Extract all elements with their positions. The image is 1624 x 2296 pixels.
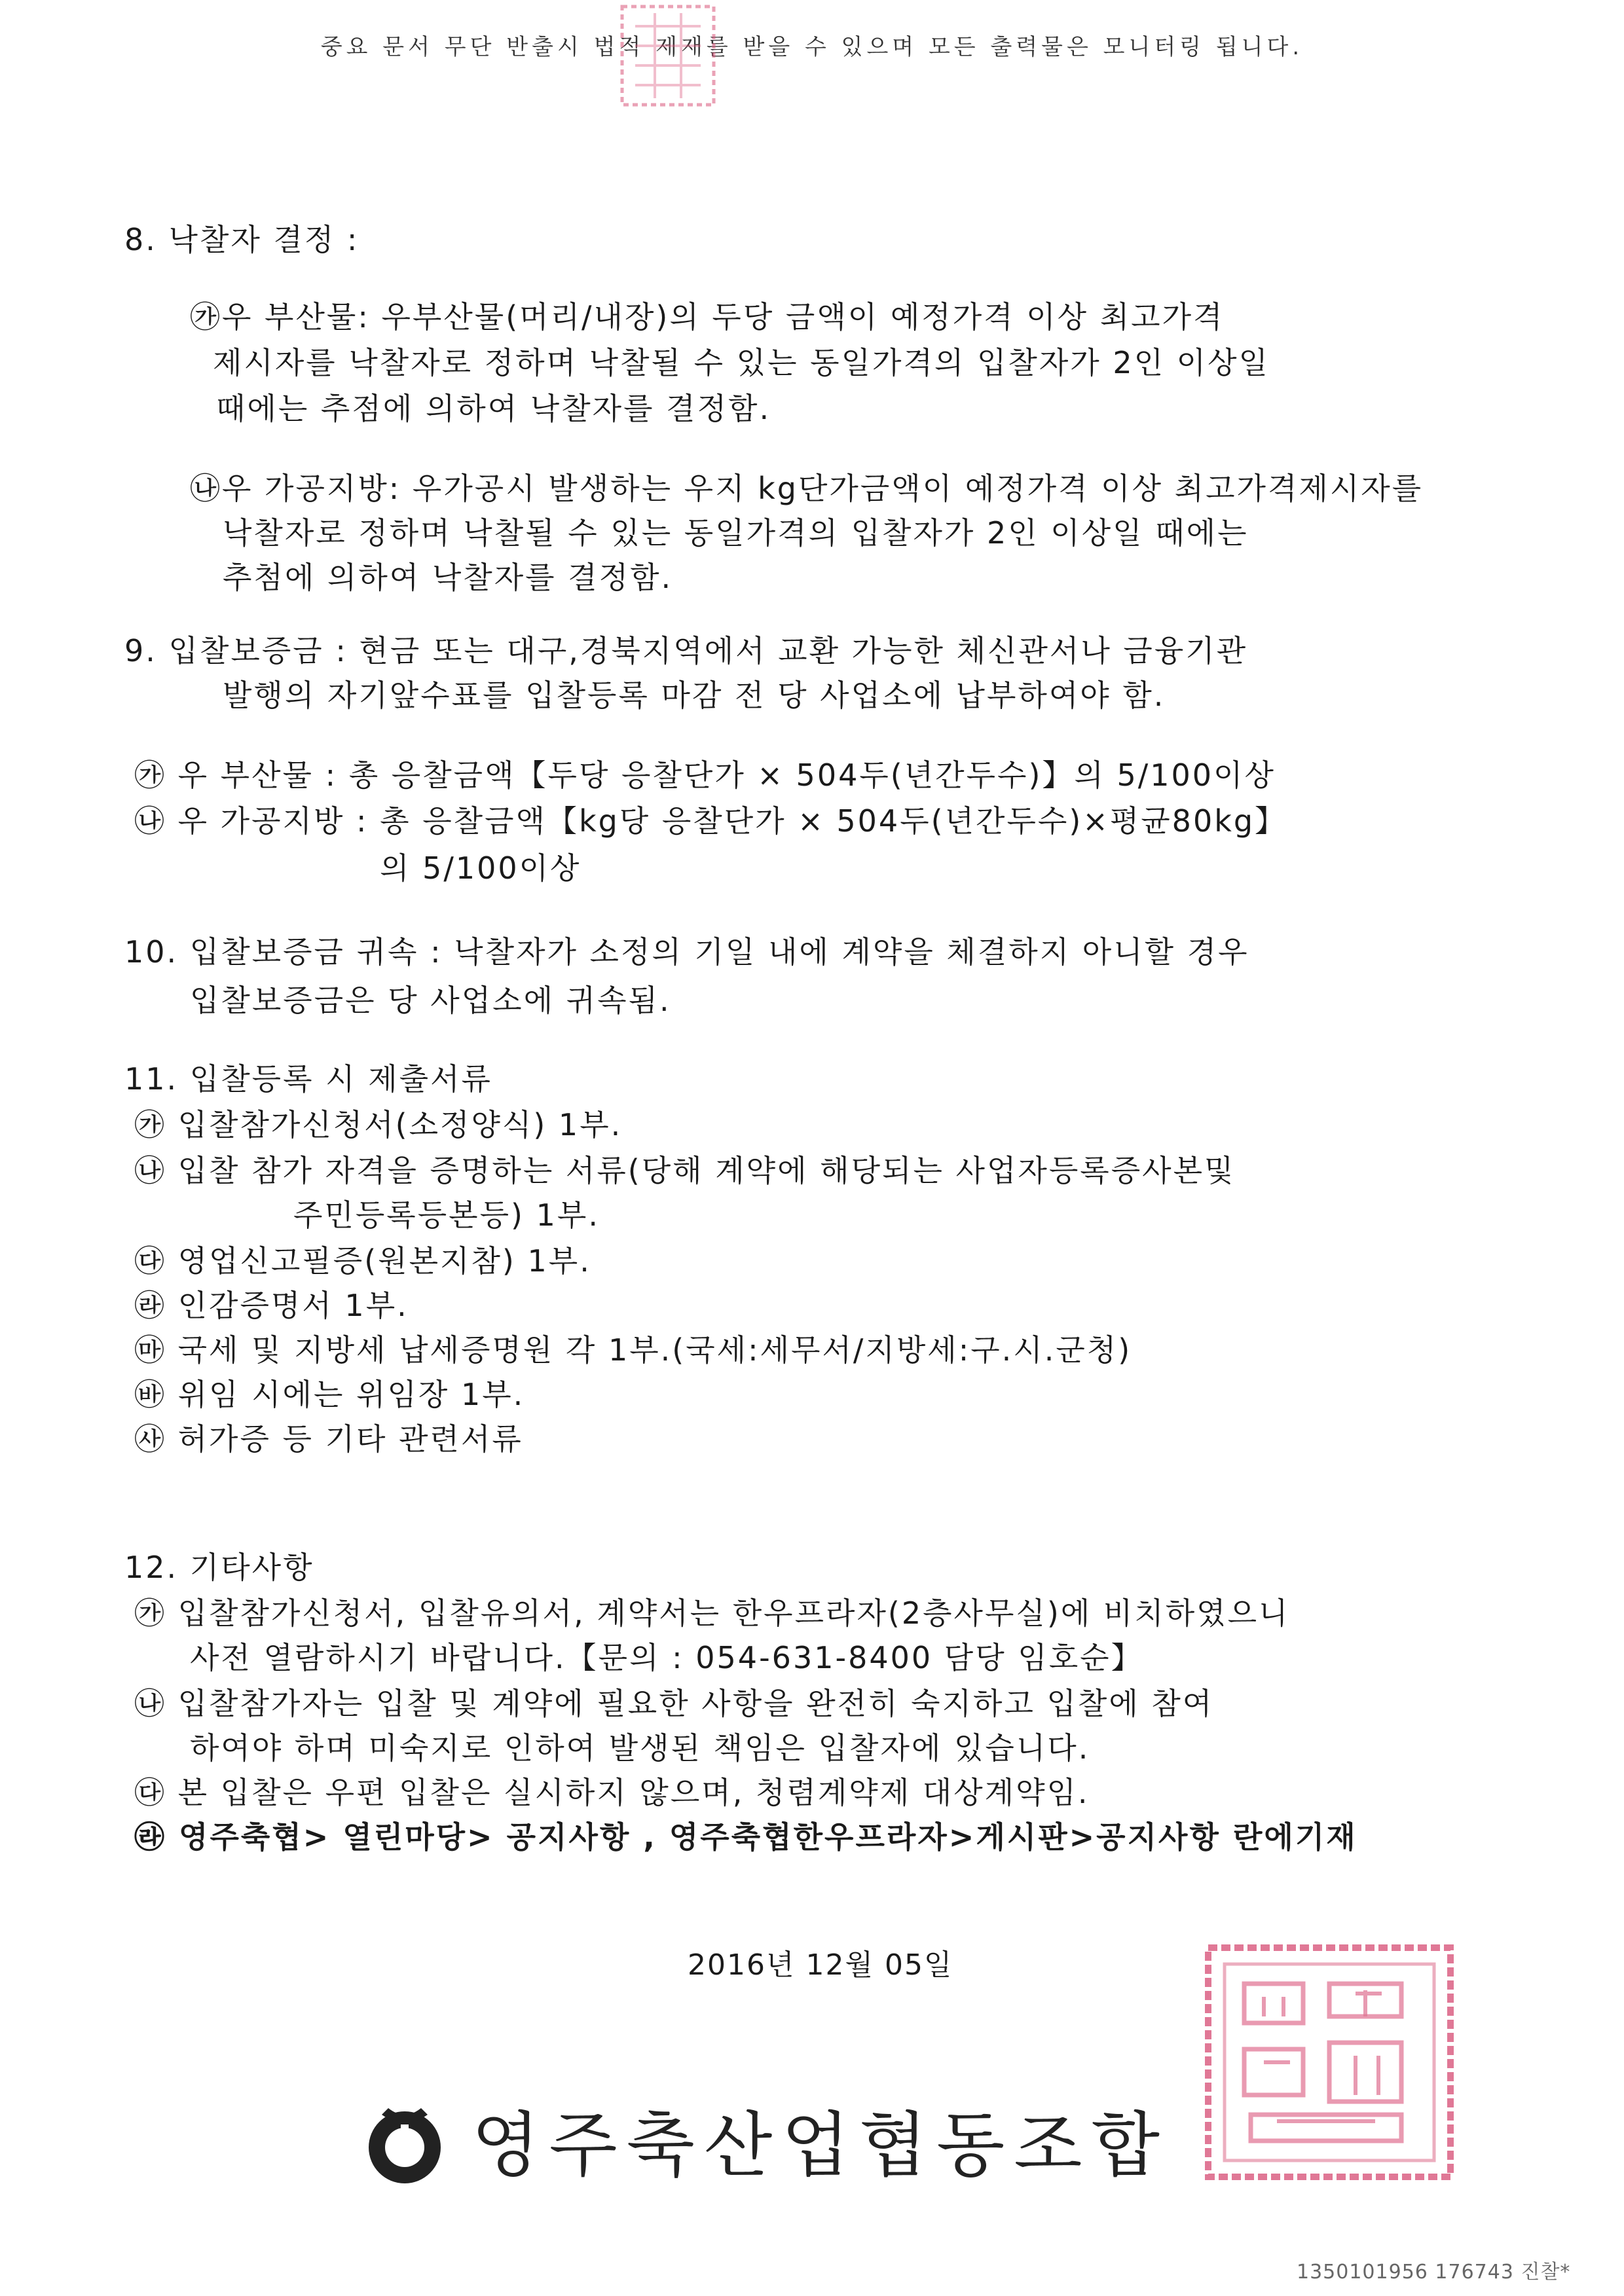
section-8b-line-2: 낙찰자로 정하며 낙찰될 수 있는 동일가격의 입찰자가 2인 이상일 때에는 <box>223 515 1249 551</box>
section-11-title: 11. 입찰등록 시 제출서류 <box>124 1061 492 1097</box>
section-11-item-7: ㉴ 허가증 등 기타 관련서류 <box>134 1421 523 1457</box>
section-11-item-1: ㉮ 입찰참가신청서(소정양식) 1부. <box>134 1107 623 1142</box>
section-8a-line-1: ㉮우 부산물: 우부산물(머리/내장)의 두당 금액이 예정가격 이상 최고가격 <box>190 299 1225 335</box>
section-9b: ㉯ 우 가공지방 : 총 응찰금액【kg당 응찰단가 × 504두(년간두수)×평균80kg】 <box>134 803 1287 839</box>
section-12-line-5: ㉰ 본 입찰은 우편 입찰은 실시하지 않으며, 청렴계약제 대상계약임. <box>134 1775 1090 1810</box>
section-9-line-1: 9. 입찰보증금 : 현금 또는 대구,경북지역에서 교환 가능한 체신관서나 금융기관 <box>124 633 1248 668</box>
section-11-item-3: ㉰ 영업신고필증(원본지참) 1부. <box>134 1243 591 1279</box>
section-9-line-2: 발행의 자기앞수표를 입찰등록 마감 전 당 사업소에 납부하여야 함. <box>223 678 1166 713</box>
section-8b-line-3: 추첨에 의하여 낙찰자를 결정함. <box>223 560 673 595</box>
document-footer-code: 1350101956 176743 진찰* <box>1297 2261 1571 2284</box>
section-12-line-4: 하여야 하며 미숙지로 인하여 발생된 책임은 입찰자에 있습니다. <box>190 1730 1090 1766</box>
section-11-item-4: ㉱ 인감증명서 1부. <box>134 1288 409 1323</box>
section-12-title: 12. 기타사항 <box>124 1550 314 1585</box>
cooperative-logo-icon <box>359 2095 451 2187</box>
section-9b-cont: 의 5/100이상 <box>380 850 581 886</box>
section-12-line-2: 사전 열람하시기 바랍니다.【문의 : 054-631-8400 담당 임호순】 <box>190 1640 1143 1675</box>
section-8a-line-2: 제시자를 낙찰자로 정하며 낙찰될 수 있는 동일가격의 입찰자가 2인 이상일 <box>213 345 1270 380</box>
section-10-line-2: 입찰보증금은 당 사업소에 귀속됨. <box>190 983 671 1018</box>
section-8b-line-1: ㉯우 가공지방: 우가공시 발생하는 우지 kg단가금액이 예정가격 이상 최고가격제시자를 <box>190 471 1424 506</box>
section-12-line-1: ㉮ 입찰참가신청서, 입찰유의서, 계약서는 한우프라자(2층사무실)에 비치하였으니 <box>134 1595 1290 1631</box>
organization-name: 영주축산업협동조합 <box>471 2105 1169 2187</box>
header-notice: 중요 문서 무단 반출시 법적 제재를 받을 수 있으며 모든 출력물은 모니터링 됩니다. <box>320 34 1304 60</box>
section-11-item-2: ㉯ 입찰 참가 자격을 증명하는 서류(당해 계약에 해당되는 사업자등록증사본및 <box>134 1153 1236 1188</box>
official-seal-stamp <box>1198 1938 1460 2187</box>
top-seal-stamp <box>616 0 720 111</box>
section-10-line-1: 10. 입찰보증금 귀속 : 낙찰자가 소정의 기일 내에 계약을 체결하지 아니할 경우 <box>124 934 1249 970</box>
section-12-line-6: ㉱ 영주축협> 열린마당> 공지사항 , 영주축협한우프라자>게시판>공지사항 란에기재 <box>134 1819 1357 1855</box>
section-8a-line-3: 때에는 추점에 의하여 낙찰자를 결정함. <box>216 391 771 426</box>
section-9a: ㉮ 우 부산물 : 총 응찰금액【두당 응찰단가 × 504두(년간두수)】의 5/100이상 <box>134 757 1276 793</box>
section-11-item-2-cont: 주민등록등본등) 1부. <box>293 1197 600 1233</box>
issue-date: 2016년 12월 05일 <box>688 1948 953 1982</box>
section-11-item-5: ㉲ 국세 및 지방세 납세증명원 각 1부.(국세:세무서/지방세:구.시.군청) <box>134 1332 1132 1368</box>
section-12-line-3: ㉯ 입찰참가자는 입찰 및 계약에 필요한 사항을 완전히 숙지하고 입찰에 참여 <box>134 1686 1214 1721</box>
section-11-item-6: ㉳ 위임 시에는 위임장 1부. <box>134 1377 525 1412</box>
section-8-title: 8. 낙찰자 결정 : <box>124 222 360 257</box>
